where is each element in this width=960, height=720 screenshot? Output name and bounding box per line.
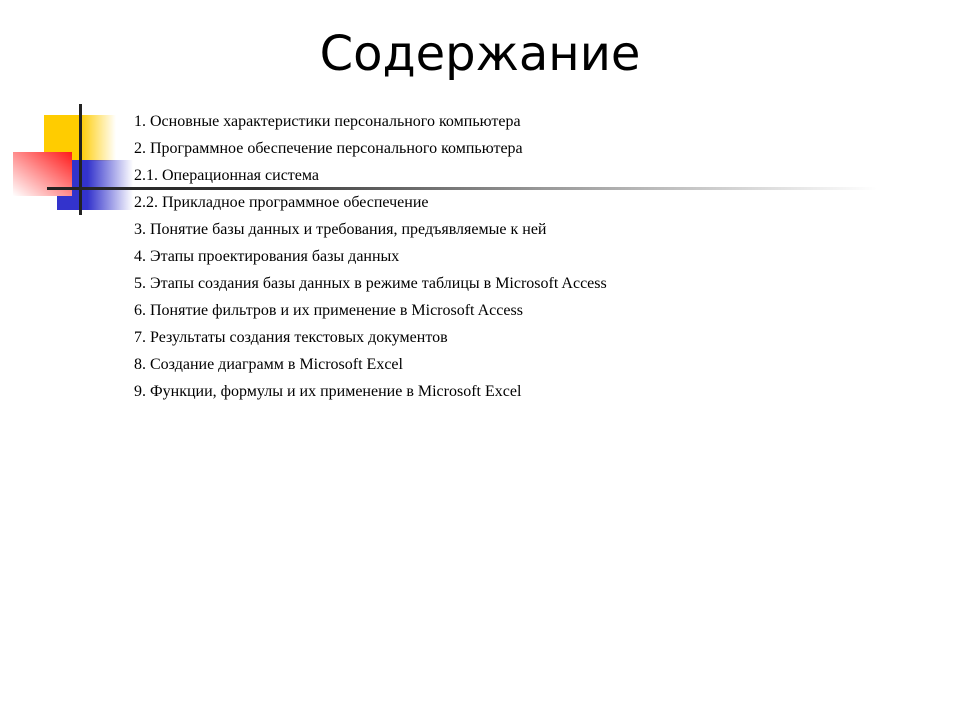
toc-item: 5. Этапы создания базы данных в режиме таблицы в Microsoft Access bbox=[134, 275, 607, 292]
slide-title: Содержание bbox=[319, 26, 641, 82]
toc-item: 6. Понятие фильтров и их применение в Microsoft Access bbox=[134, 302, 523, 319]
toc-item: 2. Программное обеспечение персонального компьютера bbox=[134, 140, 523, 157]
vertical-line-decoration bbox=[79, 104, 82, 215]
toc-item: 7. Результаты создания текстовых документов bbox=[134, 329, 448, 346]
red-square-decoration bbox=[13, 152, 72, 196]
yellow-square-decoration bbox=[44, 115, 116, 161]
toc-item: 1. Основные характеристики персонального компьютера bbox=[134, 113, 521, 130]
blue-square-decoration bbox=[57, 160, 133, 210]
table-of-contents bbox=[134, 108, 607, 405]
toc-item: 9. Функции, формулы и их применение в Microsoft Excel bbox=[134, 383, 522, 400]
toc-item: 4. Этапы проектирования базы данных bbox=[134, 248, 400, 265]
toc-item: 3. Понятие базы данных и требования, предъявляемые к ней bbox=[134, 221, 547, 238]
toc-item: 2.2. Прикладное программное обеспечение bbox=[134, 194, 429, 211]
toc-item: 8. Создание диаграмм в Microsoft Excel bbox=[134, 356, 403, 373]
toc-item: 2.1. Операционная система bbox=[134, 167, 320, 184]
